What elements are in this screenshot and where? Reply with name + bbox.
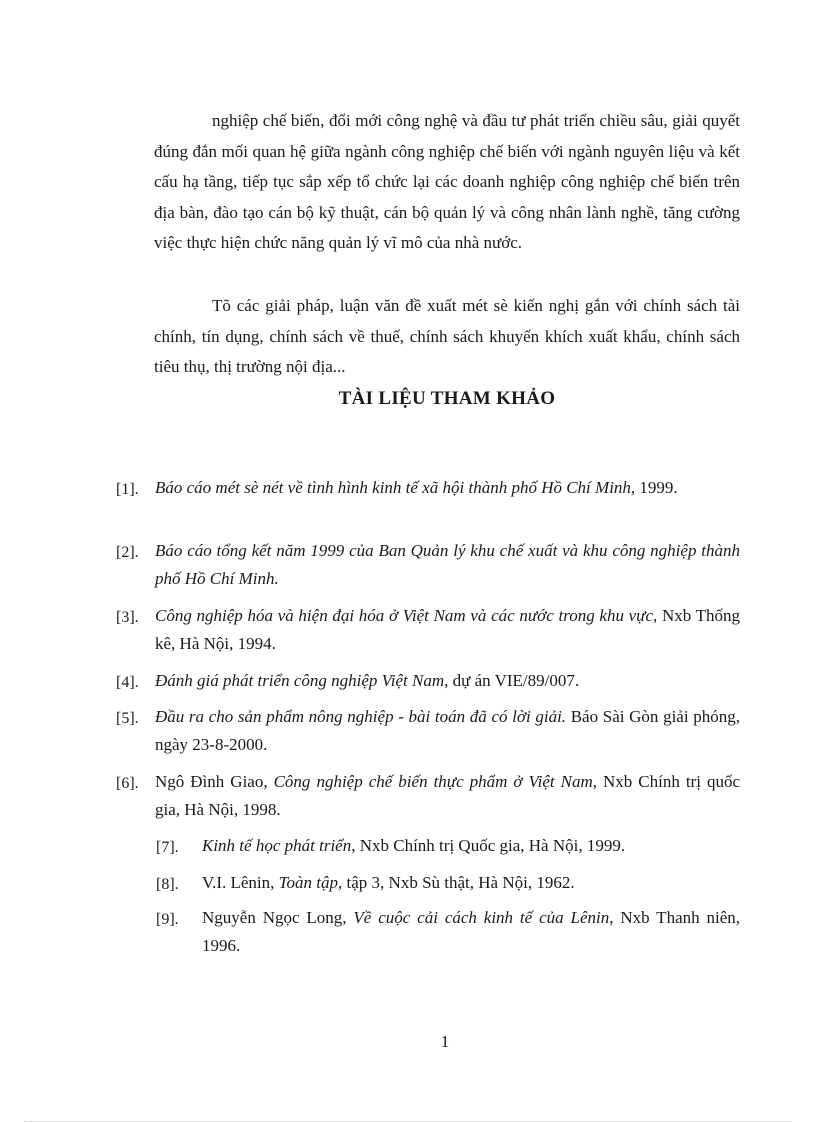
reference-number: [8]. [156, 876, 179, 893]
reference-item [156, 832, 740, 860]
reference-item [116, 667, 740, 695]
page-number: 1 [440, 1032, 450, 1051]
body-paragraph: nghiệp chế biến, đổi mới công nghệ và đầu tư phát triển chiều sâu, giải quyết đúng đắn mối quan hệ giữa ngành công nghiệp chế biến với ngành nguyên liệu và kết cấu hạ tầng, tiếp tục sắp xếp tổ chức lại các doanh nghiệp công nghiệp chế biến trên địa bàn, đào tạo cán bộ kỹ thuật, cán bộ quản lý và công nhân lành nghề, tăng cường việc thực hiện chức năng quản lý vĩ mô của nhà nước. [154, 111, 740, 252]
reference-title: Báo cáo mét sè nét về tình hình kinh tế xã hội thành phố Hồ Chí Minh [155, 478, 631, 497]
reference-title: Toàn tập [278, 873, 339, 892]
reference-number: [5]. [116, 710, 139, 727]
reference-item [116, 474, 740, 502]
reference-details: , 1999. [630, 478, 678, 497]
reference-title: Báo cáo tổng kết năm 1999 của Ban Quản lý khu chế xuất và khu công nghiệp thành phố Hồ Chí Minh. [155, 541, 740, 588]
reference-authors: V.I. Lênin, [202, 873, 279, 892]
reference-title: Công nghiệp chế biến thực phẩm ở Việt Nam [273, 772, 593, 791]
reference-details: , Nxb Thống kê, Hà Nội, 1994. [155, 606, 740, 653]
page-bottom-divider [24, 1121, 792, 1122]
reference-title: Đánh giá phát triển công nghiệp Việt Nam [155, 671, 445, 690]
reference-details: , dự án VIE/89/007. [444, 671, 580, 690]
reference-details: , Nxb Thanh niên, 1996. [202, 908, 741, 955]
reference-number: [7]. [156, 839, 179, 856]
reference-title: Về cuộc cải cách kinh tế của Lênin [353, 908, 610, 927]
reference-title: Công nghiệp hóa và hiện đại hóa ở Việt Nam và các nước trong khu vực [155, 606, 653, 625]
reference-number: [2]. [116, 544, 139, 561]
reference-item [116, 768, 740, 824]
reference-authors: Ngô Đình Giao, [155, 772, 274, 791]
reference-item [116, 703, 740, 759]
reference-details: , Nxb Chính trị Quốc gia, Hà Nội, 1999. [351, 836, 626, 855]
reference-title: Đầu ra cho sản phẩm nông nghiệp - bài toán đã có lời giải. [155, 707, 567, 726]
reference-item [116, 537, 740, 593]
reference-title: Kinh tế học phát triển [202, 836, 352, 855]
reference-item [156, 904, 740, 960]
reference-item [116, 602, 740, 658]
references-heading: TÀI LIỆU THAM KHẢO [338, 388, 556, 409]
reference-authors: Nguyễn Ngọc Long, [202, 908, 354, 927]
reference-details: , tập 3, Nxb Sù thật, Hà Nội, 1962. [338, 873, 575, 892]
reference-details: Báo Sài Gòn giải phóng, ngày 23-8-2000. [155, 707, 740, 754]
reference-number: [9]. [156, 911, 179, 928]
reference-number: [4]. [116, 674, 139, 691]
body-paragraph: Tõ các giải pháp, luận văn đề xuất mét sè kiến nghị gắn với chính sách tài chính, tín dụng, chính sách về thuế, chính sách khuyến khích xuất khẩu, chính sách tiêu thụ, thị trường nội địa... [154, 296, 740, 376]
reference-item [156, 869, 740, 897]
reference-details: , Nxb Chính trị quốc gia, Hà Nội, 1998. [155, 772, 740, 819]
reference-number: [6]. [116, 775, 139, 792]
reference-number: [3]. [116, 609, 139, 626]
reference-number: [1]. [116, 481, 139, 498]
